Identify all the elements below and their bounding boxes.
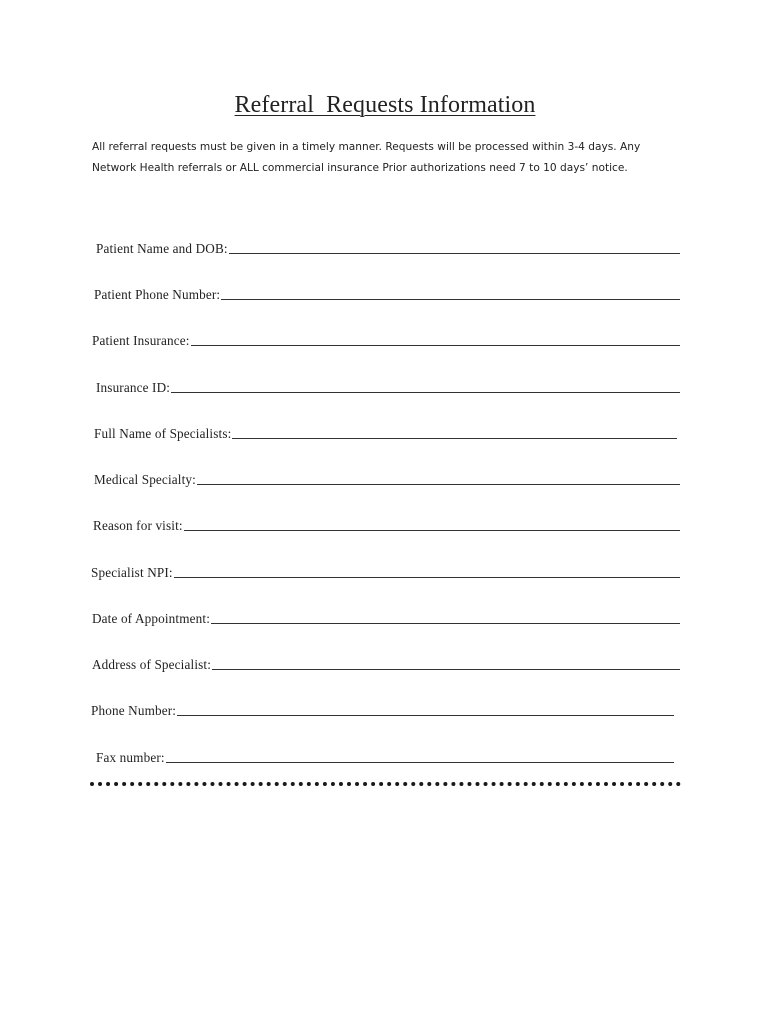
field-label: Date of Appointment: (92, 611, 211, 626)
field-label: Insurance ID: (96, 380, 171, 395)
blank-line[interactable] (212, 669, 680, 670)
field-label: Fax number: (96, 750, 165, 765)
field-specialist-npi (91, 562, 680, 582)
field-insurance-id (96, 377, 680, 397)
blank-line[interactable] (171, 392, 680, 393)
intro-line: All referral requests must be given in a timely manner. Requests will be processed within 3-4 days. Any (92, 141, 641, 153)
field-date-of-appointment (92, 608, 680, 628)
field-specialist-full-name (94, 423, 677, 443)
field-label: Patient Insurance: (92, 333, 190, 348)
field-medical-specialty (94, 469, 680, 489)
blank-line[interactable] (211, 623, 680, 624)
blank-line[interactable] (197, 484, 680, 485)
field-label: Reason for visit: (93, 518, 183, 533)
field-patient-phone (94, 284, 680, 304)
blank-line[interactable] (221, 299, 680, 300)
field-reason-for-visit (93, 515, 680, 535)
blank-line[interactable] (166, 762, 674, 763)
intro-paragraph (92, 137, 692, 179)
field-label: Medical Specialty: (94, 472, 196, 487)
field-patient-insurance (92, 330, 680, 350)
intro-line: Network Health referrals or ALL commercial insurance Prior authorizations need 7 to 10 days’ notice. (92, 162, 628, 174)
blank-line[interactable] (191, 345, 680, 346)
blank-line[interactable] (229, 253, 680, 254)
blank-line[interactable] (177, 715, 674, 716)
field-address-of-specialist (92, 654, 680, 674)
dotted-divider (90, 782, 681, 786)
field-label: Patient Phone Number: (94, 287, 221, 302)
field-label: Address of Specialist: (92, 657, 212, 672)
field-fax-number (96, 747, 674, 767)
field-label: Full Name of Specialists: (94, 426, 232, 441)
field-label: Specialist NPI: (91, 565, 173, 580)
field-patient-name-dob (96, 238, 680, 258)
field-phone-number (91, 700, 674, 720)
form-title: Referral Requests Information (234, 92, 536, 118)
blank-line[interactable] (232, 438, 677, 439)
field-label: Phone Number: (91, 703, 177, 718)
blank-line[interactable] (174, 577, 680, 578)
blank-line[interactable] (184, 530, 680, 531)
field-label: Patient Name and DOB: (96, 241, 228, 256)
